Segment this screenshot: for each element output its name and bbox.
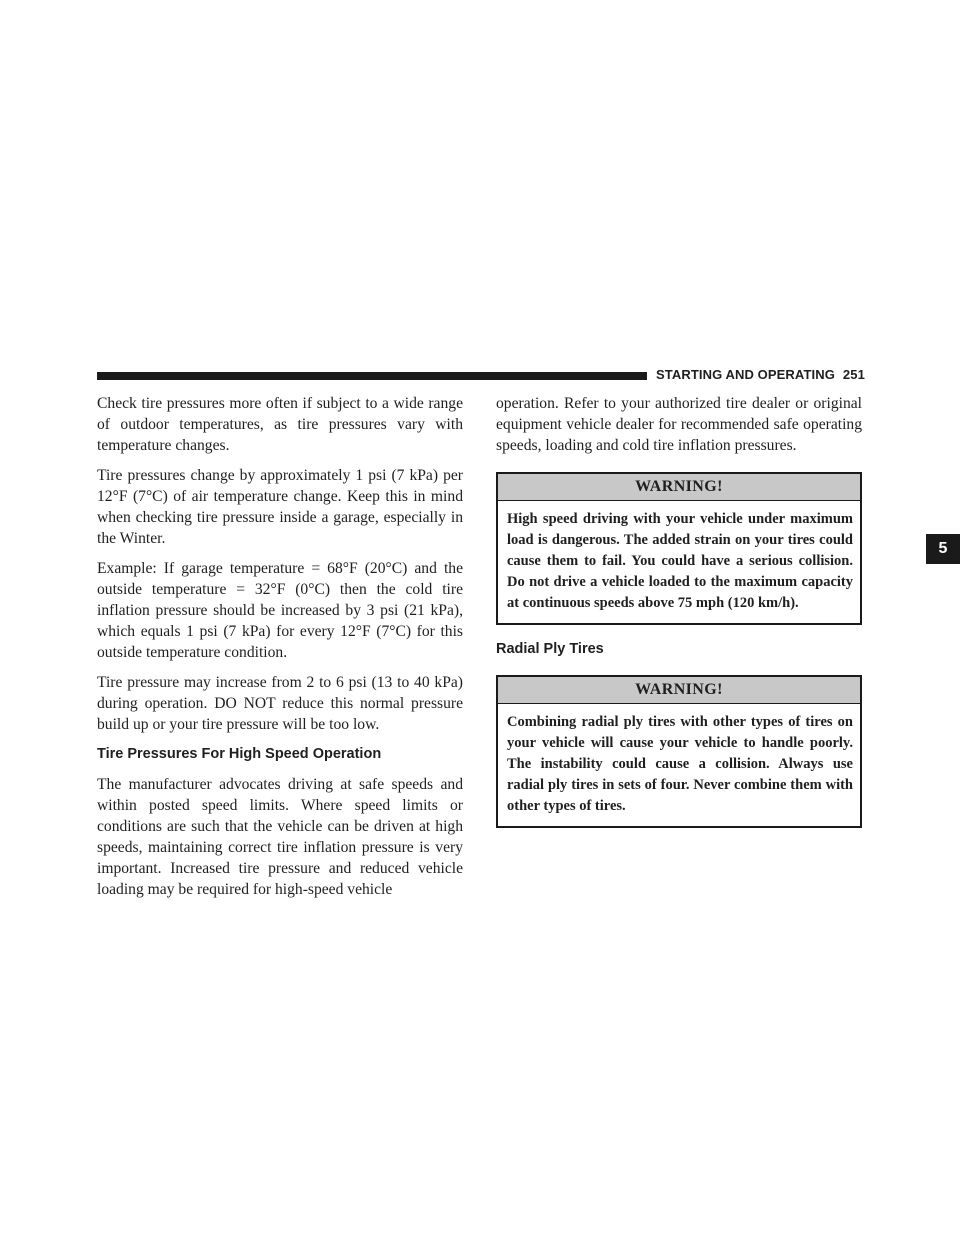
- section-title: STARTING AND OPERATING: [656, 367, 835, 382]
- warning-text: Combining radial ply tires with other types of tires on your vehicle will cause your vehicle to handle poorly. The instability could cause a collision. Always use radial ply tires in sets of four. Never combine them with other types of tires.: [507, 714, 853, 814]
- paragraph: Check tire pressures more often if subject to a wide range of outdoor temperatures, as tire pressures vary with temperature changes.: [97, 395, 463, 454]
- paragraph: Example: If garage temperature = 68°F (20°C) and the outside temperature = 32°F (0°C) then the cold tire inflation pressure should be increased by 3 psi (21 kPa), which equals 1 psi (7 kPa) for every 12°F (7°C) for this outside temperature condition.: [97, 560, 463, 661]
- right-column: [496, 393, 862, 842]
- running-header: [656, 367, 866, 382]
- paragraph: The manufacturer advocates driving at safe speeds and within posted speed limits. Where speed limits or conditions are such that the vehicle can be driven at high speeds, maintaining correct tire inflation pressure is very important. Increased tire pressure and reduced vehicle loading may be required for high-speed vehicle: [97, 776, 463, 898]
- paragraph: operation. Refer to your authorized tire dealer or original equipment vehicle dealer for recommended safe operating speeds, loading and cold tire inflation pressures.: [496, 395, 862, 454]
- paragraph: Tire pressures change by approximately 1 psi (7 kPa) per 12°F (7°C) of air temperature change. Keep this in mind when checking tire pressure inside a garage, especially in the Winter.: [97, 467, 463, 547]
- paragraph: Tire pressure may increase from 2 to 6 psi (13 to 40 kPa) during operation. DO NOT reduce this normal pressure build up or your tire pressure will be too low.: [97, 674, 463, 733]
- warning-title: WARNING!: [498, 474, 860, 501]
- section-heading: Radial Ply Tires: [496, 641, 604, 657]
- header-rule: [97, 372, 647, 380]
- chapter-tab: 5: [926, 534, 960, 564]
- page-number: 251: [842, 367, 865, 382]
- warning-box: [496, 472, 862, 625]
- warning-title: WARNING!: [498, 677, 860, 704]
- left-column: [97, 393, 463, 909]
- section-heading: Tire Pressures For High Speed Operation: [97, 746, 382, 762]
- warning-text: High speed driving with your vehicle under maximum load is dangerous. The added strain on your tires could cause them to fail. You could have a serious collision. Do not drive a vehicle loaded to the maximum capacity at continuous speeds above 75 mph (120 km/h).: [507, 511, 853, 611]
- warning-box: [496, 675, 862, 828]
